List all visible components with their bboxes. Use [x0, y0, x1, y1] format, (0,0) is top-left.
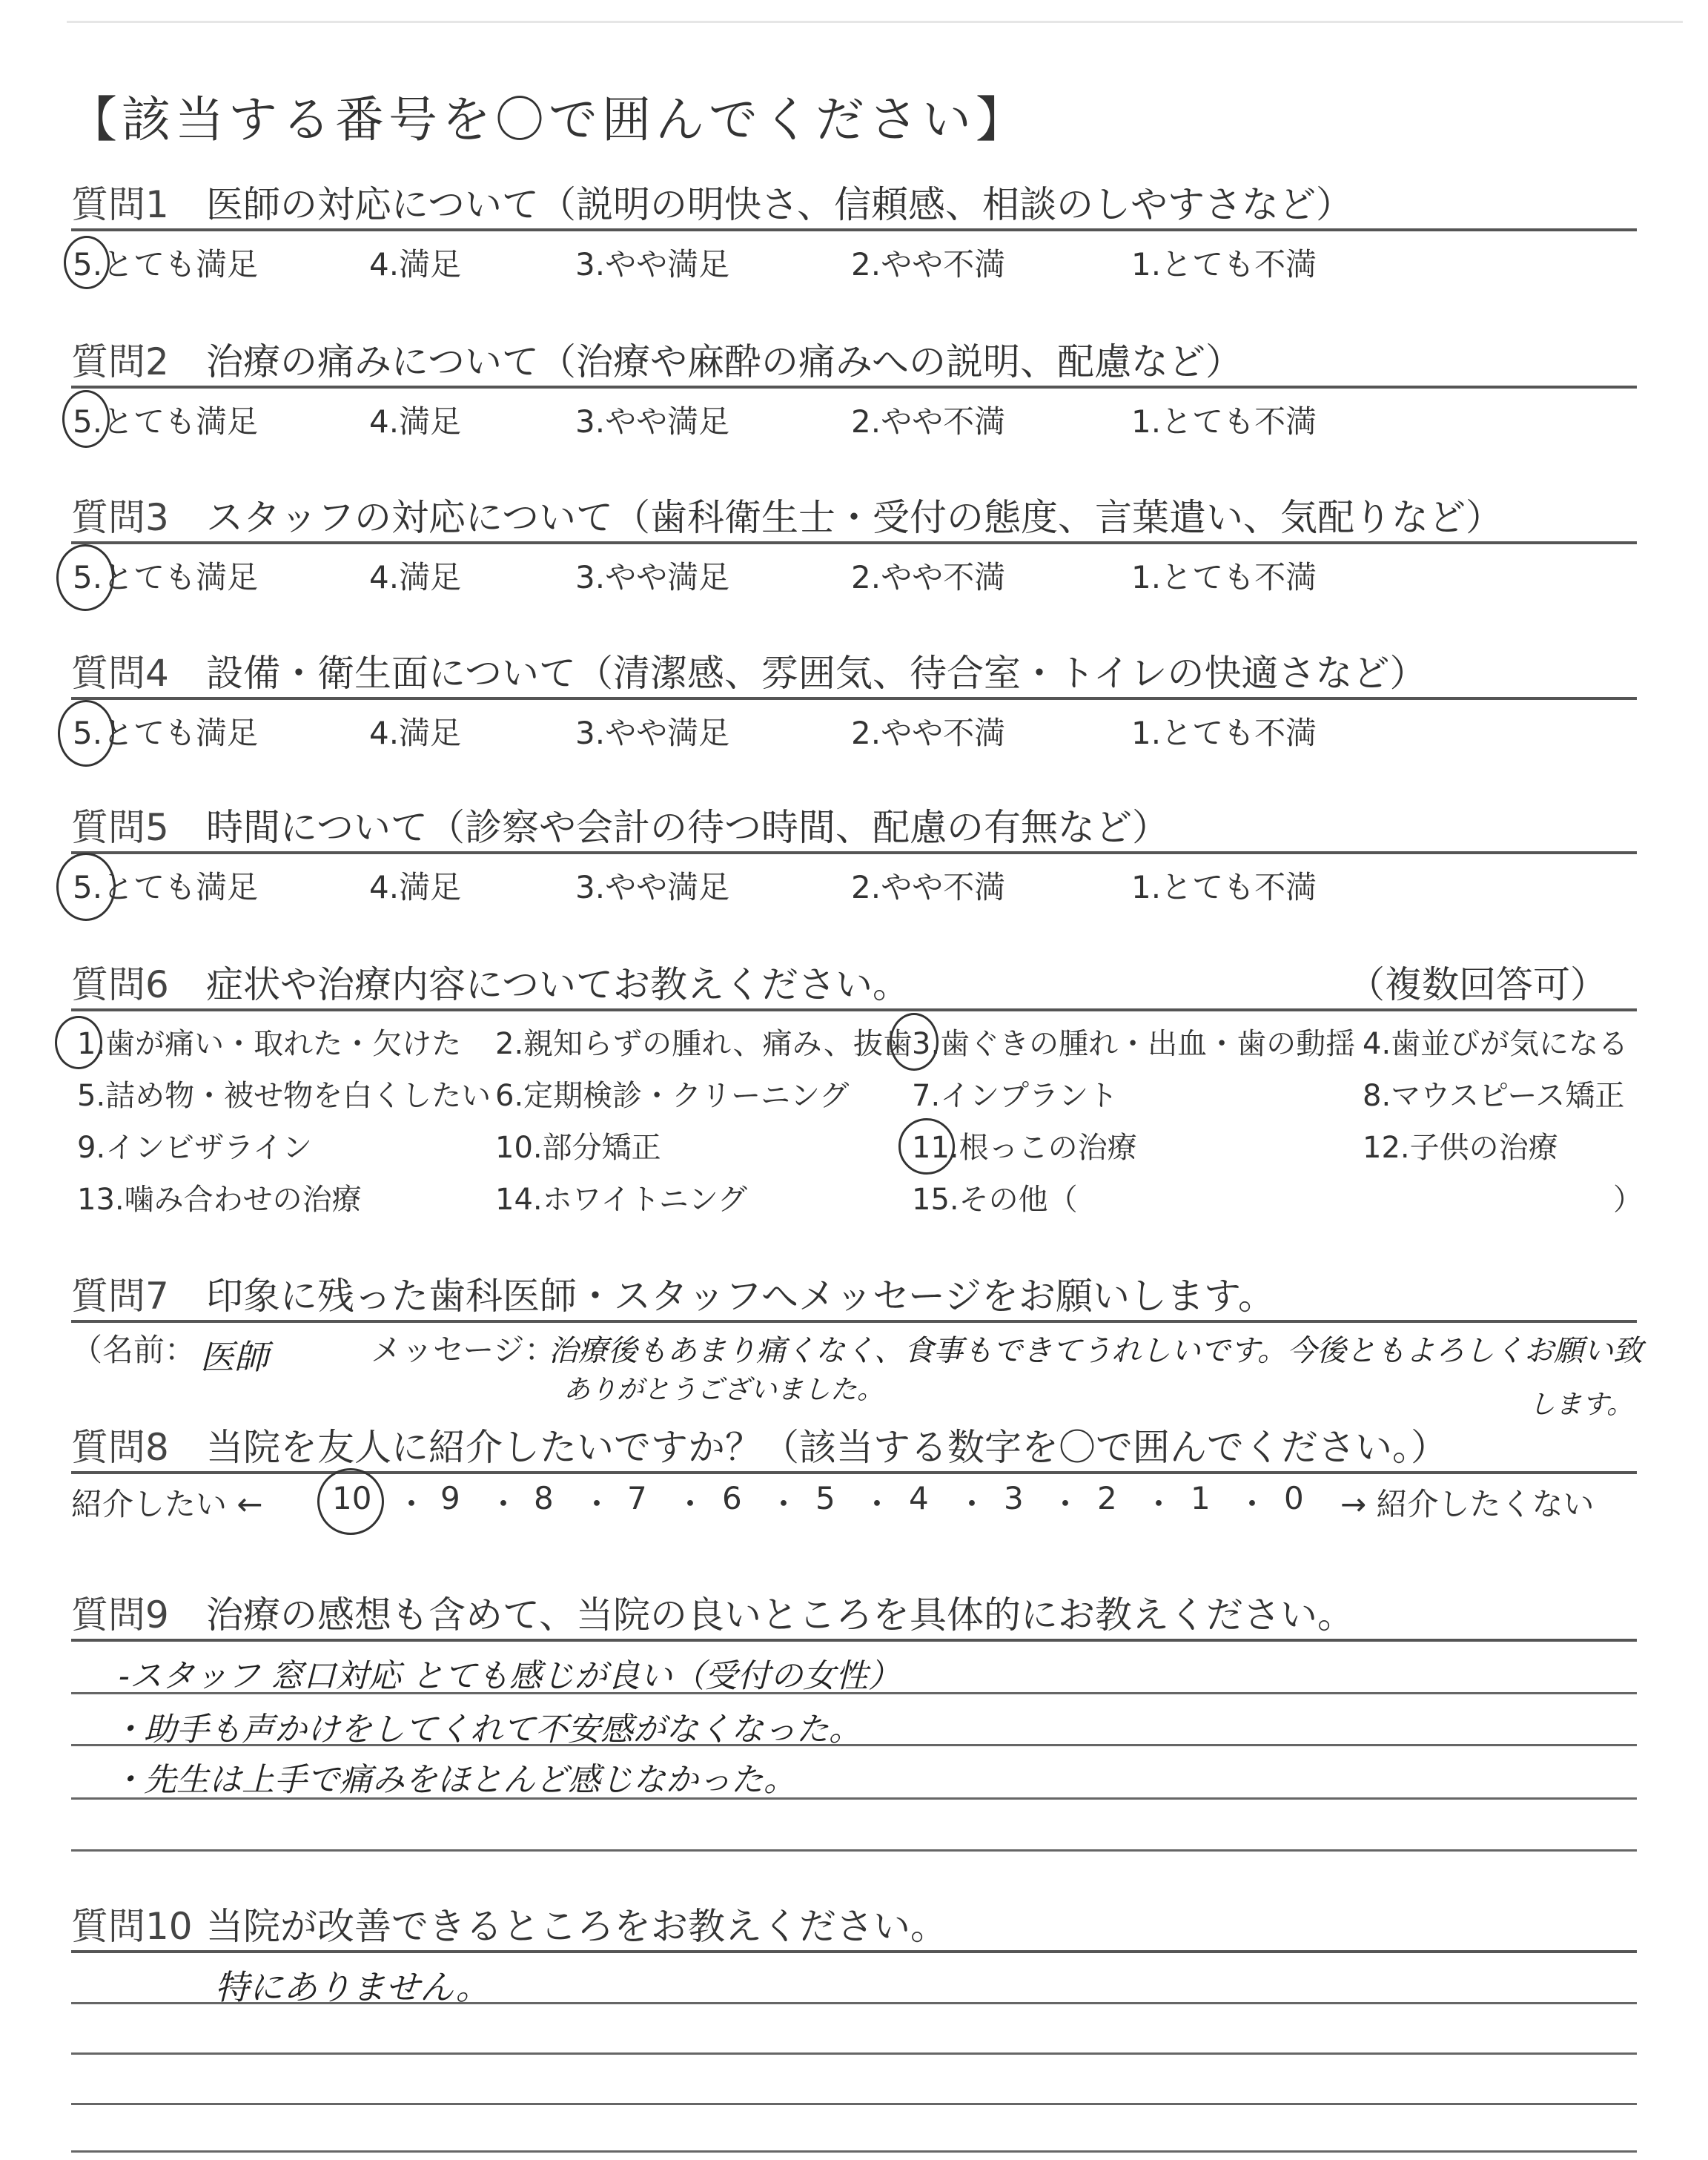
q8-number-10[interactable]: 10: [332, 1480, 372, 1516]
q3-selected-circle: [56, 544, 114, 611]
q4-option-4[interactable]: 4.満足: [369, 715, 462, 751]
q6-option-2[interactable]: 2.親知らずの腫れ、痛み、抜歯: [495, 1027, 913, 1061]
question-5-header: [71, 792, 1637, 854]
question-6-text: 症状や治療内容についてお教えください。: [206, 963, 910, 1006]
q4-selected-circle: [58, 700, 114, 767]
q9-answer-line-3[interactable]: ・先生は上手で痛みをほとんど感じなかった。: [111, 1761, 796, 1799]
q5-option-4[interactable]: 4.満足: [369, 869, 462, 905]
question-2-label: 質問2: [71, 340, 169, 383]
q4-option-3[interactable]: 3.やや満足: [575, 715, 730, 751]
q7-message-line-1[interactable]: 治療後もあまり痛くなく、食事もできてうれしいです。今後ともよろしくお願い致: [549, 1334, 1643, 1368]
question-3-label: 質問3: [71, 496, 169, 539]
q6-selected-circle-11: [898, 1118, 955, 1175]
q3-option-3[interactable]: 3.やや満足: [575, 559, 730, 595]
q2-option-5[interactable]: 5.とても満足: [73, 403, 259, 440]
q1-option-2[interactable]: 2.やや不満: [851, 246, 1006, 283]
q9-writing-line: [71, 1744, 1637, 1746]
q8-dot: ・: [1050, 1486, 1082, 1522]
question-8-text: 当院を友人に紹介したいですか？（該当する数字を〇で囲んでください。）: [206, 1426, 1448, 1469]
q8-number-9[interactable]: 9: [440, 1480, 460, 1516]
question-10-label: 質問10: [71, 1905, 193, 1948]
q4-option-1[interactable]: 1.とても不満: [1131, 715, 1317, 751]
top-border: [67, 21, 1683, 23]
question-5-text: 時間について（診察や会計の待つ時間、配慮の有無など）: [206, 806, 1169, 849]
q8-number-3[interactable]: 3: [1004, 1480, 1024, 1516]
q6-selected-circle-3: [890, 1013, 939, 1071]
q6-option-3[interactable]: 3.歯ぐきの腫れ・出血・歯の動揺: [912, 1027, 1356, 1061]
question-7-header: [71, 1261, 1637, 1323]
question-2-text: 治療の痛みについて（治療や麻酔の痛みへの説明、配慮など）: [206, 340, 1242, 383]
question-4-header: [71, 638, 1637, 700]
question-7-label: 質問7: [71, 1275, 169, 1318]
q6-option-13[interactable]: 13.噛み合わせの治療: [77, 1183, 362, 1217]
q5-selected-circle: [56, 853, 116, 921]
q1-option-5[interactable]: 5.とても満足: [73, 246, 259, 283]
q5-option-5[interactable]: 5.とても満足: [73, 869, 259, 905]
q3-option-4[interactable]: 4.満足: [369, 559, 462, 595]
q6-option-1[interactable]: 1.歯が痛い・取れた・欠けた: [77, 1027, 462, 1061]
q4-option-5[interactable]: 5.とても満足: [73, 715, 259, 751]
q1-option-3[interactable]: 3.やや満足: [575, 246, 730, 283]
question-1-label: 質問1: [71, 183, 169, 226]
q6-selected-circle-1: [55, 1016, 102, 1069]
q8-dot: ・: [581, 1486, 613, 1522]
q8-selected-circle: [317, 1468, 384, 1535]
q8-dot: ・: [1143, 1486, 1175, 1522]
q8-number-2[interactable]: 2: [1097, 1480, 1117, 1516]
q8-dot: ・: [675, 1486, 706, 1522]
q6-option-6[interactable]: 6.定期検診・クリーニング: [495, 1079, 850, 1113]
q3-option-1[interactable]: 1.とても不満: [1131, 559, 1317, 595]
q6-option-15[interactable]: 15.その他（: [912, 1183, 1078, 1217]
q2-selected-circle: [62, 390, 110, 448]
q8-number-7[interactable]: 7: [627, 1480, 647, 1516]
question-6-label: 質問6: [71, 963, 169, 1006]
question-4-text: 設備・衛生面について（清潔感、雰囲気、待合室・トイレの快適さなど）: [206, 652, 1427, 695]
q7-message-line-2[interactable]: ありがとうございました。: [563, 1375, 884, 1405]
q9-writing-line: [71, 1849, 1637, 1852]
question-6-header: [71, 949, 1637, 1011]
q10-writing-line: [71, 2052, 1637, 2055]
q7-name-value[interactable]: 医師: [200, 1337, 268, 1377]
question-8-header: [71, 1412, 1637, 1474]
q4-option-2[interactable]: 2.やや不満: [851, 715, 1006, 751]
question-3-text: スタッフの対応について（歯科衛生士・受付の態度、言葉遣い、気配りなど）: [206, 496, 1503, 539]
q10-answer-line-1[interactable]: 特にありません。: [215, 1967, 490, 2007]
q8-number-0[interactable]: 0: [1284, 1480, 1304, 1516]
q7-message-label: メッセージ：: [371, 1332, 556, 1368]
q6-option-8[interactable]: 8.マウスピース矯正: [1363, 1079, 1625, 1113]
q1-selected-circle: [64, 236, 110, 289]
q9-writing-line: [71, 1692, 1637, 1694]
q6-option-11[interactable]: 11.根っこの治療: [912, 1131, 1137, 1165]
q8-dot: ・: [1237, 1486, 1268, 1522]
q8-number-4[interactable]: 4: [909, 1480, 929, 1516]
question-6-note: （複数回答可）: [1348, 963, 1607, 1006]
q1-option-1[interactable]: 1.とても不満: [1131, 246, 1317, 283]
q10-writing-line: [71, 2002, 1637, 2004]
q5-option-2[interactable]: 2.やや不満: [851, 869, 1006, 905]
q8-number-1[interactable]: 1: [1191, 1480, 1211, 1516]
q8-dot: ・: [488, 1486, 520, 1522]
question-10-header: [71, 1891, 1637, 1953]
question-9-label: 質問9: [71, 1593, 169, 1636]
page-title: 【該当する番号を〇で囲んでください】: [68, 91, 1029, 148]
q6-option-5[interactable]: 5.詰め物・被せ物を白くしたい: [77, 1079, 491, 1113]
q7-name-label: （名前：: [71, 1332, 196, 1368]
q10-writing-line: [71, 2150, 1637, 2153]
q8-right-label: → 紹介したくない: [1340, 1486, 1595, 1522]
q8-number-6[interactable]: 6: [722, 1480, 742, 1516]
q9-answer-line-1[interactable]: -スタッフ 窓口対応 とても感じが良い（受付の女性）: [119, 1657, 901, 1695]
question-7-text: 印象に残った歯科医師・スタッフへメッセージをお願いします。: [206, 1275, 1275, 1318]
question-9-text: 治療の感想も含めて、当院の良いところを具体的にお教えください。: [206, 1593, 1354, 1636]
question-10-text: 当院が改善できるところをお教えください。: [206, 1905, 947, 1948]
q10-writing-line: [71, 2103, 1637, 2105]
q5-option-1[interactable]: 1.とても不満: [1131, 869, 1317, 905]
q2-option-3[interactable]: 3.やや満足: [575, 403, 730, 440]
q2-option-1[interactable]: 1.とても不満: [1131, 403, 1317, 440]
question-2-header: [71, 326, 1637, 389]
q8-dot: ・: [956, 1486, 988, 1522]
q6-option-10[interactable]: 10.部分矯正: [495, 1131, 661, 1165]
q6-option-4[interactable]: 4.歯並びが気になる: [1363, 1027, 1629, 1061]
q7-message-line-3[interactable]: します。: [1529, 1390, 1634, 1420]
q8-dot: ・: [768, 1486, 800, 1522]
question-4-label: 質問4: [71, 652, 169, 695]
q2-option-2[interactable]: 2.やや不満: [851, 403, 1006, 440]
question-1-text: 医師の対応について（説明の明快さ、信頼感、相談のしやすさなど）: [206, 183, 1353, 226]
question-1-header: [71, 169, 1637, 231]
q5-option-3[interactable]: 3.やや満足: [575, 869, 730, 905]
question-8-label: 質問8: [71, 1426, 169, 1469]
q6-option-14[interactable]: 14.ホワイトニング: [495, 1183, 748, 1217]
q2-option-4[interactable]: 4.満足: [369, 403, 462, 440]
q6-option-15-close: ）: [1613, 1183, 1643, 1217]
q9-answer-line-2[interactable]: ・助手も声かけをしてくれて不安感がなくなった。: [111, 1711, 861, 1748]
q3-option-2[interactable]: 2.やや不満: [851, 559, 1006, 595]
q8-dot: ・: [861, 1486, 893, 1522]
question-3-header: [71, 482, 1637, 544]
q8-dot: ・: [396, 1486, 428, 1522]
q3-option-5[interactable]: 5.とても満足: [73, 559, 259, 595]
q6-option-12[interactable]: 12.子供の治療: [1363, 1131, 1558, 1165]
q9-writing-line: [71, 1797, 1637, 1800]
q6-option-9[interactable]: 9.インビザライン: [77, 1131, 312, 1165]
q6-option-7[interactable]: 7.インプラント: [912, 1079, 1119, 1113]
q1-option-4[interactable]: 4.満足: [369, 246, 462, 283]
question-5-label: 質問5: [71, 806, 169, 849]
q8-left-label: 紹介したい ←: [71, 1486, 263, 1522]
q8-number-8[interactable]: 8: [534, 1480, 554, 1516]
question-9-header: [71, 1579, 1637, 1642]
q8-number-5[interactable]: 5: [815, 1480, 835, 1516]
